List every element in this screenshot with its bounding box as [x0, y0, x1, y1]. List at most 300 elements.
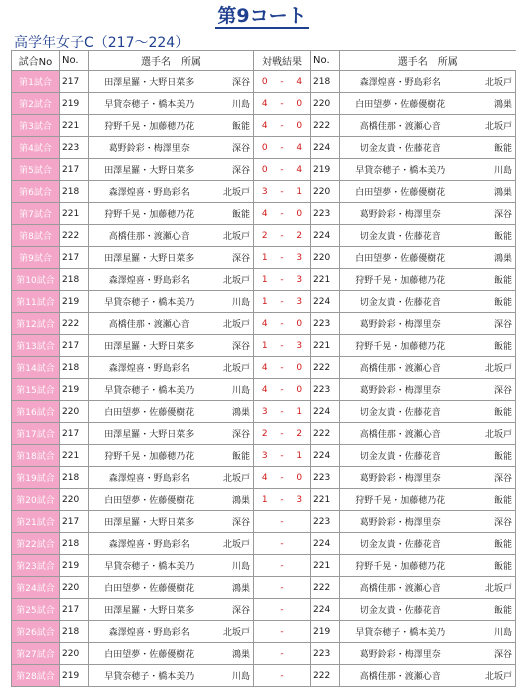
player-a-no: 221 — [60, 203, 89, 225]
group-title: 高学年女子C（217～224） — [14, 35, 190, 51]
player-a-names: 白田望夢・佐藤優樹花 — [89, 643, 210, 665]
score-b: 0 — [289, 313, 311, 335]
player-a-names: 早貸奈穂子・橋本美乃 — [89, 665, 210, 687]
score-a: 2 — [254, 423, 276, 445]
player-a-names: 森澤煌喜・野島彩名 — [89, 357, 210, 379]
player-b-names: 狩野千晃・加藤穂乃花 — [340, 489, 461, 511]
player-b-names: 狩野千晃・加藤穂乃花 — [340, 555, 461, 577]
player-b-affiliation: 鴻巣 — [461, 247, 516, 269]
player-a-affiliation: 飯能 — [210, 445, 254, 467]
table-row — [12, 335, 516, 357]
player-b-affiliation: 川島 — [461, 159, 516, 181]
score-a: 2 — [254, 225, 276, 247]
player-b-no: 222 — [311, 665, 340, 687]
table-row — [12, 159, 516, 181]
table-row — [12, 445, 516, 467]
player-b-names: 葛野鈴彩・梅澤里奈 — [340, 643, 461, 665]
score-separator: - — [276, 445, 289, 467]
score-b: 3 — [289, 291, 311, 313]
score-b: 0 — [289, 379, 311, 401]
player-a-names: 白田望夢・佐藤優樹花 — [89, 489, 210, 511]
player-a-no: 223 — [60, 137, 89, 159]
score-separator: - — [276, 313, 289, 335]
player-b-no: 223 — [311, 203, 340, 225]
player-a-names: 田澤星羅・大野日菜多 — [89, 247, 210, 269]
player-b-affiliation: 深谷 — [461, 511, 516, 533]
match-no-cell: 第20試合 — [12, 489, 60, 511]
score-b: 0 — [289, 203, 311, 225]
table-row — [12, 137, 516, 159]
player-b-names: 葛野鈴彩・梅澤里奈 — [340, 379, 461, 401]
player-b-names: 狩野千晃・加藤穂乃花 — [340, 269, 461, 291]
player-b-names: 高橋佳那・渡瀬心音 — [340, 577, 461, 599]
match-no-cell: 第6試合 — [12, 181, 60, 203]
score-b — [289, 533, 311, 555]
score-separator: - — [276, 379, 289, 401]
match-no-cell: 第1試合 — [12, 71, 60, 93]
player-b-names: 葛野鈴彩・梅澤里奈 — [340, 467, 461, 489]
table-row — [12, 291, 516, 313]
player-b-affiliation: 北坂戸 — [461, 577, 516, 599]
score-a — [254, 511, 276, 533]
score-b — [289, 555, 311, 577]
score-a: 3 — [254, 401, 276, 423]
player-a-affiliation: 深谷 — [210, 511, 254, 533]
player-a-no: 218 — [60, 467, 89, 489]
score-a: 3 — [254, 181, 276, 203]
score-a: 1 — [254, 335, 276, 357]
score-b: 3 — [289, 489, 311, 511]
player-a-affiliation: 川島 — [210, 93, 254, 115]
score-a — [254, 599, 276, 621]
player-a-names: 森澤煌喜・野島彩名 — [89, 181, 210, 203]
score-a: 4 — [254, 93, 276, 115]
match-no-cell: 第8試合 — [12, 225, 60, 247]
table-row — [12, 181, 516, 203]
player-a-no: 217 — [60, 423, 89, 445]
player-b-names: 切金友貴・佐藤花音 — [340, 445, 461, 467]
match-no-cell: 第12試合 — [12, 313, 60, 335]
table-row — [12, 555, 516, 577]
match-no-cell: 第15試合 — [12, 379, 60, 401]
player-a-no: 219 — [60, 93, 89, 115]
score-a — [254, 665, 276, 687]
table-row — [12, 225, 516, 247]
player-a-no: 219 — [60, 665, 89, 687]
player-b-affiliation: 飯能 — [461, 137, 516, 159]
score-a: 0 — [254, 71, 276, 93]
player-a-names: 狩野千晃・加藤穂乃花 — [89, 203, 210, 225]
score-separator: - — [276, 203, 289, 225]
player-a-names: 田澤星羅・大野日菜多 — [89, 511, 210, 533]
player-b-no: 221 — [311, 335, 340, 357]
player-b-no: 224 — [311, 599, 340, 621]
score-a: 3 — [254, 445, 276, 467]
player-a-affiliation: 鴻巣 — [210, 577, 254, 599]
player-a-affiliation: 北坂戸 — [210, 181, 254, 203]
player-b-affiliation: 北坂戸 — [461, 357, 516, 379]
score-separator: - — [276, 511, 289, 533]
player-a-names: 早貸奈穂子・橋本美乃 — [89, 555, 210, 577]
header-no-left: No. — [60, 51, 89, 71]
player-b-no: 224 — [311, 445, 340, 467]
score-separator: - — [276, 489, 289, 511]
player-b-no: 220 — [311, 93, 340, 115]
table-row — [12, 643, 516, 665]
score-b: 2 — [289, 423, 311, 445]
player-a-affiliation: 川島 — [210, 555, 254, 577]
player-b-affiliation: 飯能 — [461, 291, 516, 313]
table-row — [12, 489, 516, 511]
score-separator: - — [276, 269, 289, 291]
score-a — [254, 533, 276, 555]
player-b-affiliation: 飯能 — [461, 489, 516, 511]
player-a-no: 217 — [60, 159, 89, 181]
header-player-left: 選手名 所属 — [89, 51, 254, 71]
score-a: 4 — [254, 357, 276, 379]
score-separator: - — [276, 335, 289, 357]
score-b: 1 — [289, 445, 311, 467]
score-b: 0 — [289, 93, 311, 115]
table-row — [12, 379, 516, 401]
score-separator: - — [276, 665, 289, 687]
player-a-no: 217 — [60, 511, 89, 533]
player-a-affiliation: 深谷 — [210, 247, 254, 269]
match-no-cell: 第26試合 — [12, 621, 60, 643]
player-b-no: 224 — [311, 137, 340, 159]
player-b-affiliation: 飯能 — [461, 335, 516, 357]
player-b-affiliation: 深谷 — [461, 643, 516, 665]
score-separator: - — [276, 467, 289, 489]
player-a-names: 高橋佳那・渡瀬心音 — [89, 313, 210, 335]
score-separator: - — [276, 247, 289, 269]
player-a-affiliation: 北坂戸 — [210, 225, 254, 247]
player-a-names: 田澤星羅・大野日菜多 — [89, 71, 210, 93]
player-a-no: 222 — [60, 225, 89, 247]
player-a-no: 218 — [60, 269, 89, 291]
player-a-affiliation: 深谷 — [210, 137, 254, 159]
player-a-affiliation: 川島 — [210, 379, 254, 401]
table-row — [12, 423, 516, 445]
player-a-no: 220 — [60, 643, 89, 665]
player-a-no: 218 — [60, 181, 89, 203]
player-a-affiliation: 鴻巣 — [210, 643, 254, 665]
table-row — [12, 467, 516, 489]
score-a: 1 — [254, 269, 276, 291]
player-b-no: 220 — [311, 247, 340, 269]
player-a-affiliation: 川島 — [210, 291, 254, 313]
player-b-affiliation: 深谷 — [461, 203, 516, 225]
player-a-names: 高橋佳那・渡瀬心音 — [89, 225, 210, 247]
score-separator: - — [276, 577, 289, 599]
score-separator: - — [276, 159, 289, 181]
player-b-no: 221 — [311, 489, 340, 511]
score-a — [254, 577, 276, 599]
player-b-names: 高橋佳那・渡瀬心音 — [340, 423, 461, 445]
player-a-names: 狩野千晃・加藤穂乃花 — [89, 445, 210, 467]
score-a — [254, 555, 276, 577]
score-b: 3 — [289, 335, 311, 357]
player-a-no: 219 — [60, 291, 89, 313]
player-b-affiliation: 深谷 — [461, 379, 516, 401]
table-row — [12, 665, 516, 687]
match-no-cell: 第23試合 — [12, 555, 60, 577]
player-b-affiliation: 鴻巣 — [461, 93, 516, 115]
match-no-cell: 第5試合 — [12, 159, 60, 181]
player-a-affiliation: 深谷 — [210, 599, 254, 621]
score-separator: - — [276, 137, 289, 159]
player-a-affiliation: 鴻巣 — [210, 401, 254, 423]
player-b-no: 224 — [311, 533, 340, 555]
player-a-affiliation: 深谷 — [210, 335, 254, 357]
player-b-names: 早貸奈穂子・橋本美乃 — [340, 621, 461, 643]
player-b-no: 221 — [311, 269, 340, 291]
match-no-cell: 第28試合 — [12, 665, 60, 687]
player-a-no: 222 — [60, 313, 89, 335]
player-a-names: 白田望夢・佐藤優樹花 — [89, 401, 210, 423]
player-b-affiliation: 川島 — [461, 621, 516, 643]
score-separator: - — [276, 71, 289, 93]
player-b-no: 224 — [311, 401, 340, 423]
player-b-no: 222 — [311, 423, 340, 445]
player-a-no: 220 — [60, 489, 89, 511]
score-separator: - — [276, 401, 289, 423]
table-row — [12, 93, 516, 115]
table-row — [12, 511, 516, 533]
player-b-affiliation: 北坂戸 — [461, 423, 516, 445]
score-separator: - — [276, 357, 289, 379]
match-no-cell: 第9試合 — [12, 247, 60, 269]
score-separator: - — [276, 93, 289, 115]
player-a-affiliation: 川島 — [210, 665, 254, 687]
table-row — [12, 71, 516, 93]
match-no-cell: 第14試合 — [12, 357, 60, 379]
score-a: 4 — [254, 379, 276, 401]
score-a — [254, 643, 276, 665]
score-separator: - — [276, 181, 289, 203]
player-a-no: 217 — [60, 335, 89, 357]
player-b-no: 224 — [311, 291, 340, 313]
player-a-no: 219 — [60, 555, 89, 577]
player-b-affiliation: 北坂戸 — [461, 71, 516, 93]
score-separator: - — [276, 225, 289, 247]
table-row — [12, 533, 516, 555]
match-no-cell: 第18試合 — [12, 445, 60, 467]
score-b: 4 — [289, 71, 311, 93]
player-a-names: 森澤煌喜・野島彩名 — [89, 269, 210, 291]
player-b-no: 219 — [311, 621, 340, 643]
player-b-no: 222 — [311, 577, 340, 599]
player-b-affiliation: 北坂戸 — [461, 115, 516, 137]
player-a-names: 田澤星羅・大野日菜多 — [89, 159, 210, 181]
player-a-no: 218 — [60, 533, 89, 555]
player-a-names: 早貸奈穂子・橋本美乃 — [89, 379, 210, 401]
score-b: 0 — [289, 467, 311, 489]
player-b-no: 223 — [311, 467, 340, 489]
player-b-affiliation: 深谷 — [461, 467, 516, 489]
player-b-no: 223 — [311, 643, 340, 665]
court-title — [0, 4, 524, 30]
player-b-no: 223 — [311, 511, 340, 533]
score-b: 4 — [289, 137, 311, 159]
score-separator: - — [276, 533, 289, 555]
table-row — [12, 357, 516, 379]
player-a-no: 218 — [60, 357, 89, 379]
player-b-names: 白田望夢・佐藤優樹花 — [340, 247, 461, 269]
table-row — [12, 203, 516, 225]
header-player-right: 選手名 所属 — [340, 51, 516, 71]
player-b-affiliation: 鴻巣 — [461, 181, 516, 203]
player-a-names: 白田望夢・佐藤優樹花 — [89, 577, 210, 599]
player-a-affiliation: 北坂戸 — [210, 313, 254, 335]
player-a-affiliation: 北坂戸 — [210, 621, 254, 643]
table-row — [12, 247, 516, 269]
match-schedule-table — [11, 50, 516, 687]
player-b-names: 葛野鈴彩・梅澤里奈 — [340, 203, 461, 225]
player-a-names: 田澤星羅・大野日菜多 — [89, 423, 210, 445]
table-row — [12, 401, 516, 423]
player-b-no: 223 — [311, 379, 340, 401]
player-a-affiliation: 深谷 — [210, 159, 254, 181]
player-b-names: 狩野千晃・加藤穂乃花 — [340, 335, 461, 357]
player-b-no: 220 — [311, 181, 340, 203]
score-b: 0 — [289, 357, 311, 379]
player-a-affiliation: 北坂戸 — [210, 467, 254, 489]
score-b: 3 — [289, 247, 311, 269]
match-no-cell: 第4試合 — [12, 137, 60, 159]
player-a-no: 219 — [60, 379, 89, 401]
player-a-affiliation: 北坂戸 — [210, 269, 254, 291]
score-a: 0 — [254, 159, 276, 181]
player-a-names: 森澤煌喜・野島彩名 — [89, 621, 210, 643]
player-a-no: 217 — [60, 247, 89, 269]
score-a: 4 — [254, 203, 276, 225]
score-separator: - — [276, 555, 289, 577]
player-b-affiliation: 飯能 — [461, 599, 516, 621]
player-b-affiliation: 飯能 — [461, 269, 516, 291]
player-b-names: 切金友貴・佐藤花音 — [340, 291, 461, 313]
score-separator: - — [276, 291, 289, 313]
match-no-cell: 第2試合 — [12, 93, 60, 115]
score-separator: - — [276, 115, 289, 137]
score-b — [289, 511, 311, 533]
player-a-affiliation: 北坂戸 — [210, 533, 254, 555]
player-b-names: 切金友貴・佐藤花音 — [340, 401, 461, 423]
match-no-cell: 第17試合 — [12, 423, 60, 445]
score-b: 4 — [289, 159, 311, 181]
player-b-names: 葛野鈴彩・梅澤里奈 — [340, 313, 461, 335]
match-no-cell: 第21試合 — [12, 511, 60, 533]
player-a-no: 220 — [60, 401, 89, 423]
player-a-names: 早貸奈穂子・橋本美乃 — [89, 93, 210, 115]
score-a: 4 — [254, 115, 276, 137]
score-b: 1 — [289, 401, 311, 423]
score-b: 1 — [289, 181, 311, 203]
score-separator: - — [276, 621, 289, 643]
player-a-names: 早貸奈穂子・橋本美乃 — [89, 291, 210, 313]
player-b-names: 切金友貴・佐藤花音 — [340, 599, 461, 621]
match-no-cell: 第13試合 — [12, 335, 60, 357]
table-row — [12, 621, 516, 643]
player-b-no: 222 — [311, 357, 340, 379]
player-b-names: 高橋佳那・渡瀬心音 — [340, 115, 461, 137]
player-b-names: 白田望夢・佐藤優樹花 — [340, 93, 461, 115]
player-b-names: 高橋佳那・渡瀬心音 — [340, 357, 461, 379]
player-b-no: 219 — [311, 159, 340, 181]
match-no-cell: 第10試合 — [12, 269, 60, 291]
table-header-row — [12, 51, 516, 71]
player-b-names: 切金友貴・佐藤花音 — [340, 225, 461, 247]
match-no-cell: 第25試合 — [12, 599, 60, 621]
player-b-no: 218 — [311, 71, 340, 93]
player-a-affiliation: 北坂戸 — [210, 357, 254, 379]
player-b-names: 葛野鈴彩・梅澤里奈 — [340, 511, 461, 533]
score-b: 0 — [289, 115, 311, 137]
table-row — [12, 599, 516, 621]
player-b-affiliation: 深谷 — [461, 313, 516, 335]
player-b-no: 224 — [311, 225, 340, 247]
score-b — [289, 643, 311, 665]
player-a-no: 221 — [60, 115, 89, 137]
player-b-affiliation: 飯能 — [461, 533, 516, 555]
score-separator: - — [276, 643, 289, 665]
player-a-no: 220 — [60, 577, 89, 599]
match-no-cell: 第3試合 — [12, 115, 60, 137]
score-b — [289, 621, 311, 643]
header-match-no: 試合No — [12, 51, 60, 71]
player-b-no: 223 — [311, 313, 340, 335]
match-no-cell: 第24試合 — [12, 577, 60, 599]
player-a-affiliation: 飯能 — [210, 203, 254, 225]
player-b-names: 森澤煌喜・野島彩名 — [340, 71, 461, 93]
player-a-affiliation: 飯能 — [210, 115, 254, 137]
player-a-no: 217 — [60, 599, 89, 621]
header-result: 対戦結果 — [254, 51, 311, 71]
match-no-cell: 第7試合 — [12, 203, 60, 225]
player-b-no: 222 — [311, 115, 340, 137]
header-no-right: No. — [311, 51, 340, 71]
player-a-affiliation: 深谷 — [210, 71, 254, 93]
score-a — [254, 621, 276, 643]
score-a: 1 — [254, 489, 276, 511]
player-b-names: 切金友貴・佐藤花音 — [340, 137, 461, 159]
player-b-affiliation: 飯能 — [461, 445, 516, 467]
player-b-affiliation: 北坂戸 — [461, 665, 516, 687]
player-a-affiliation: 鴻巣 — [210, 489, 254, 511]
player-a-affiliation: 深谷 — [210, 423, 254, 445]
player-b-no: 221 — [311, 555, 340, 577]
player-b-names: 切金友貴・佐藤花音 — [340, 533, 461, 555]
match-no-cell: 第19試合 — [12, 467, 60, 489]
score-b — [289, 599, 311, 621]
player-a-no: 217 — [60, 71, 89, 93]
score-a: 1 — [254, 247, 276, 269]
score-a: 1 — [254, 291, 276, 313]
match-no-cell: 第27試合 — [12, 643, 60, 665]
table-row — [12, 313, 516, 335]
player-a-no: 221 — [60, 445, 89, 467]
score-separator: - — [276, 599, 289, 621]
score-separator: - — [276, 423, 289, 445]
match-no-cell: 第11試合 — [12, 291, 60, 313]
player-b-affiliation: 飯能 — [461, 225, 516, 247]
player-a-names: 狩野千晃・加藤穂乃花 — [89, 115, 210, 137]
player-b-affiliation: 飯能 — [461, 555, 516, 577]
player-a-names: 森澤煌喜・野島彩名 — [89, 467, 210, 489]
player-b-affiliation: 飯能 — [461, 401, 516, 423]
player-a-no: 218 — [60, 621, 89, 643]
table-row — [12, 269, 516, 291]
